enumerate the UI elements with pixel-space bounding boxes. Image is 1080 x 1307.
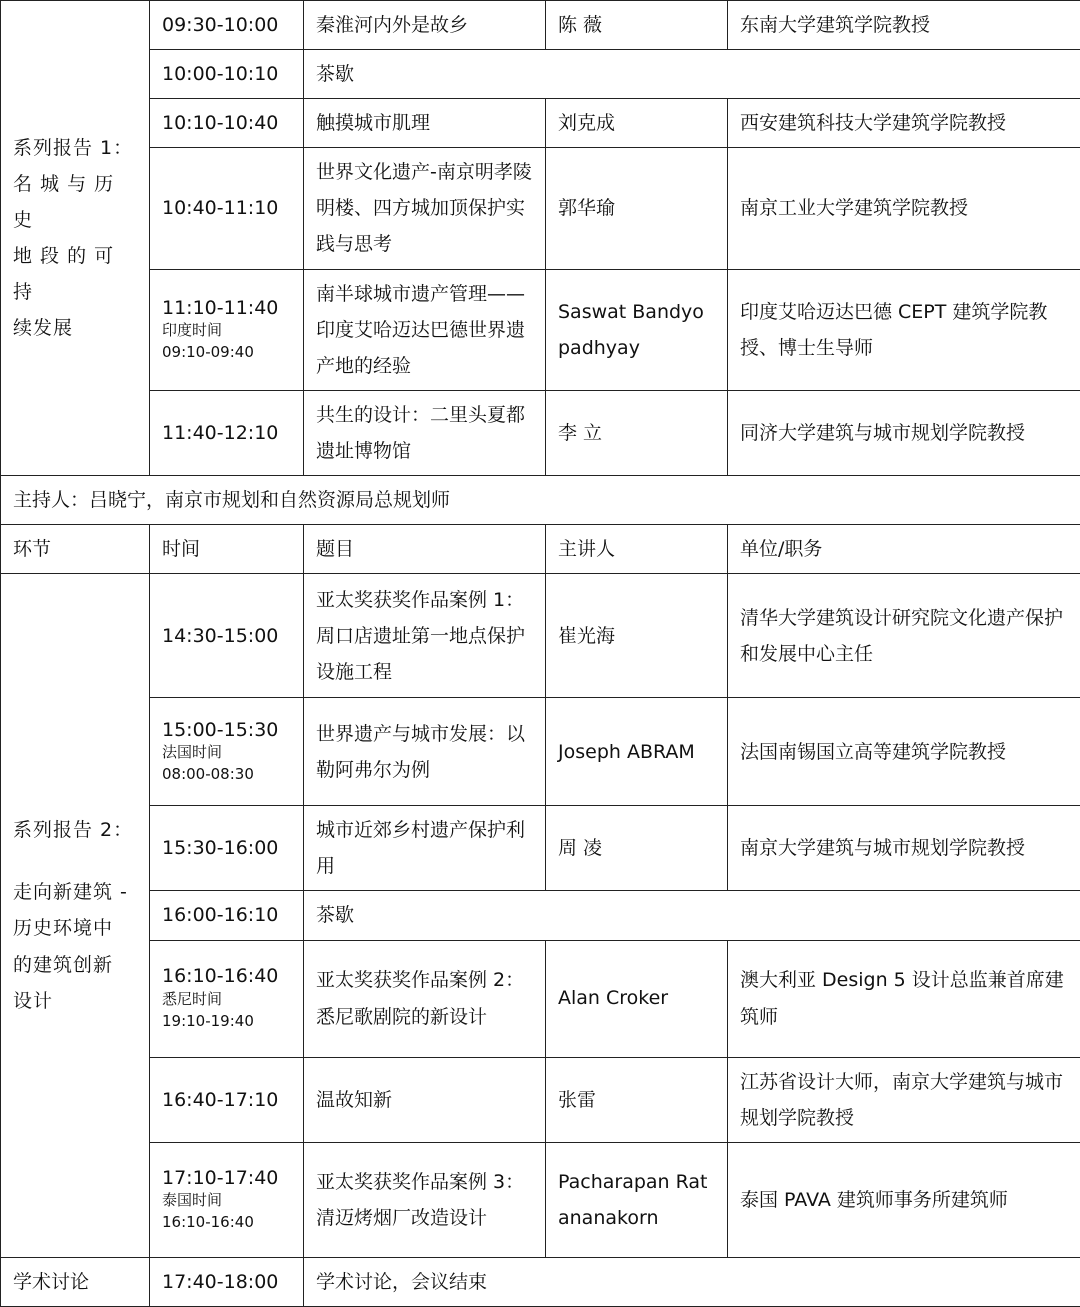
table-row <box>1 574 1080 698</box>
time-cell: 11:40-12:10 <box>150 390 304 475</box>
affiliation-cell: 清华大学建筑设计研究院文化遗产保护和发展中心主任 <box>728 574 1080 698</box>
timezone-time: 16:10-16:40 <box>162 1212 291 1234</box>
timezone-time: 19:10-19:40 <box>162 1011 291 1033</box>
timezone-label: 悉尼时间 <box>162 989 291 1011</box>
speaker-cell: Joseph ABRAM <box>546 698 728 806</box>
session-label-line: 地 段 的 可 持 <box>13 238 137 310</box>
topic-cell: 共生的设计：二里头夏都遗址博物馆 <box>304 390 546 475</box>
session-label-line: 系列报告 2： <box>13 812 137 848</box>
affiliation-cell: 印度艾哈迈达巴德 CEPT 建筑学院教授、博士生导师 <box>728 269 1080 390</box>
speaker-cell: 崔光海 <box>546 574 728 698</box>
table-row <box>1 476 1080 525</box>
time-main: 16:10-16:40 <box>162 964 291 989</box>
table-row <box>1 1142 1080 1257</box>
affiliation-cell: 南京大学建筑与城市规划学院教授 <box>728 806 1080 891</box>
topic-cell: 世界文化遗产-南京明孝陵明楼、四方城加顶保护实践与思考 <box>304 148 546 269</box>
speaker-cell: 李 立 <box>546 390 728 475</box>
header-time: 时间 <box>150 525 304 574</box>
affiliation-cell: 法国南锡国立高等建筑学院教授 <box>728 698 1080 806</box>
time-cell: 16:40-17:10 <box>150 1057 304 1142</box>
speaker-cell: Pacharapan Ratananakorn <box>546 1142 728 1257</box>
break-cell: 茶歇 <box>304 50 1080 99</box>
timezone-label: 泰国时间 <box>162 1190 291 1212</box>
header-topic: 题目 <box>304 525 546 574</box>
label-gap <box>13 848 137 874</box>
time-cell <box>150 269 304 390</box>
time-cell: 10:00-10:10 <box>150 50 304 99</box>
timezone-time: 08:00-08:30 <box>162 764 291 786</box>
time-cell: 09:30-10:00 <box>150 1 304 50</box>
break-cell: 茶歇 <box>304 891 1080 940</box>
timezone-time: 09:10-09:40 <box>162 342 291 364</box>
topic-cell: 触摸城市肌理 <box>304 99 546 148</box>
session-2-label <box>1 574 150 1257</box>
time-cell: 14:30-15:00 <box>150 574 304 698</box>
time-main: 17:10-17:40 <box>162 1166 291 1191</box>
header-affiliation: 单位/职务 <box>728 525 1080 574</box>
session-label-line: 走向新建筑 - <box>13 874 137 910</box>
speaker-cell: 刘克成 <box>546 99 728 148</box>
topic-cell: 城市近郊乡村遗产保护利用 <box>304 806 546 891</box>
timezone-label: 法国时间 <box>162 742 291 764</box>
session-1-label <box>1 1 150 476</box>
affiliation-cell: 澳大利亚 Design 5 设计总监兼首席建筑师 <box>728 940 1080 1057</box>
time-cell <box>150 1142 304 1257</box>
affiliation-cell: 东南大学建筑学院教授 <box>728 1 1080 50</box>
speaker-cell: Saswat Bandyopadhyay <box>546 269 728 390</box>
topic-cell: 亚太奖获奖作品案例 3：清迈烤烟厂改造设计 <box>304 1142 546 1257</box>
timezone-label: 印度时间 <box>162 320 291 342</box>
time-cell <box>150 940 304 1057</box>
time-cell <box>150 698 304 806</box>
time-cell: 10:10-10:40 <box>150 99 304 148</box>
table-row <box>1 390 1080 475</box>
table-row <box>1 698 1080 806</box>
time-main: 11:10-11:40 <box>162 296 291 321</box>
section-cell: 学术讨论 <box>1 1257 150 1306</box>
speaker-cell: Alan Croker <box>546 940 728 1057</box>
table-row <box>1 269 1080 390</box>
topic-cell: 温故知新 <box>304 1057 546 1142</box>
affiliation-cell: 西安建筑科技大学建筑学院教授 <box>728 99 1080 148</box>
speaker-cell: 陈 薇 <box>546 1 728 50</box>
session-label-line: 的建筑创新 <box>13 947 137 983</box>
header-speaker: 主讲人 <box>546 525 728 574</box>
table-row <box>1 99 1080 148</box>
table-row <box>1 1057 1080 1142</box>
session-label-line: 设计 <box>13 983 137 1019</box>
speaker-cell: 周 凌 <box>546 806 728 891</box>
table-row <box>1 50 1080 99</box>
time-cell: 17:40-18:00 <box>150 1257 304 1306</box>
session-label-line: 续发展 <box>13 310 137 346</box>
topic-cell: 亚太奖获奖作品案例 1：周口店遗址第一地点保护设施工程 <box>304 574 546 698</box>
affiliation-cell: 同济大学建筑与城市规划学院教授 <box>728 390 1080 475</box>
header-row <box>1 525 1080 574</box>
session-label-line: 系列报告 1： <box>13 130 137 166</box>
table-row <box>1 806 1080 891</box>
session-label-line: 名 城 与 历 史 <box>13 166 137 238</box>
affiliation-cell: 泰国 PAVA 建筑师事务所建筑师 <box>728 1142 1080 1257</box>
time-cell: 10:40-11:10 <box>150 148 304 269</box>
affiliation-cell: 江苏省设计大师，南京大学建筑与城市规划学院教授 <box>728 1057 1080 1142</box>
topic-cell: 世界遗产与城市发展：以勒阿弗尔为例 <box>304 698 546 806</box>
host-row: 主持人：吕晓宁，南京市规划和自然资源局总规划师 <box>1 476 1080 525</box>
speaker-cell: 张雷 <box>546 1057 728 1142</box>
table-row <box>1 1257 1080 1306</box>
topic-cell: 学术讨论，会议结束 <box>304 1257 1080 1306</box>
header-section: 环节 <box>1 525 150 574</box>
table-row <box>1 148 1080 269</box>
affiliation-cell: 南京工业大学建筑学院教授 <box>728 148 1080 269</box>
time-cell: 16:00-16:10 <box>150 891 304 940</box>
topic-cell: 秦淮河内外是故乡 <box>304 1 546 50</box>
session-label-line: 历史环境中 <box>13 910 137 946</box>
table-row <box>1 1 1080 50</box>
speaker-cell: 郭华瑜 <box>546 148 728 269</box>
topic-cell: 亚太奖获奖作品案例 2：悉尼歌剧院的新设计 <box>304 940 546 1057</box>
table-row <box>1 891 1080 940</box>
time-cell: 15:30-16:00 <box>150 806 304 891</box>
topic-cell: 南半球城市遗产管理——印度艾哈迈达巴德世界遗产地的经验 <box>304 269 546 390</box>
table-row <box>1 940 1080 1057</box>
time-main: 15:00-15:30 <box>162 718 291 743</box>
